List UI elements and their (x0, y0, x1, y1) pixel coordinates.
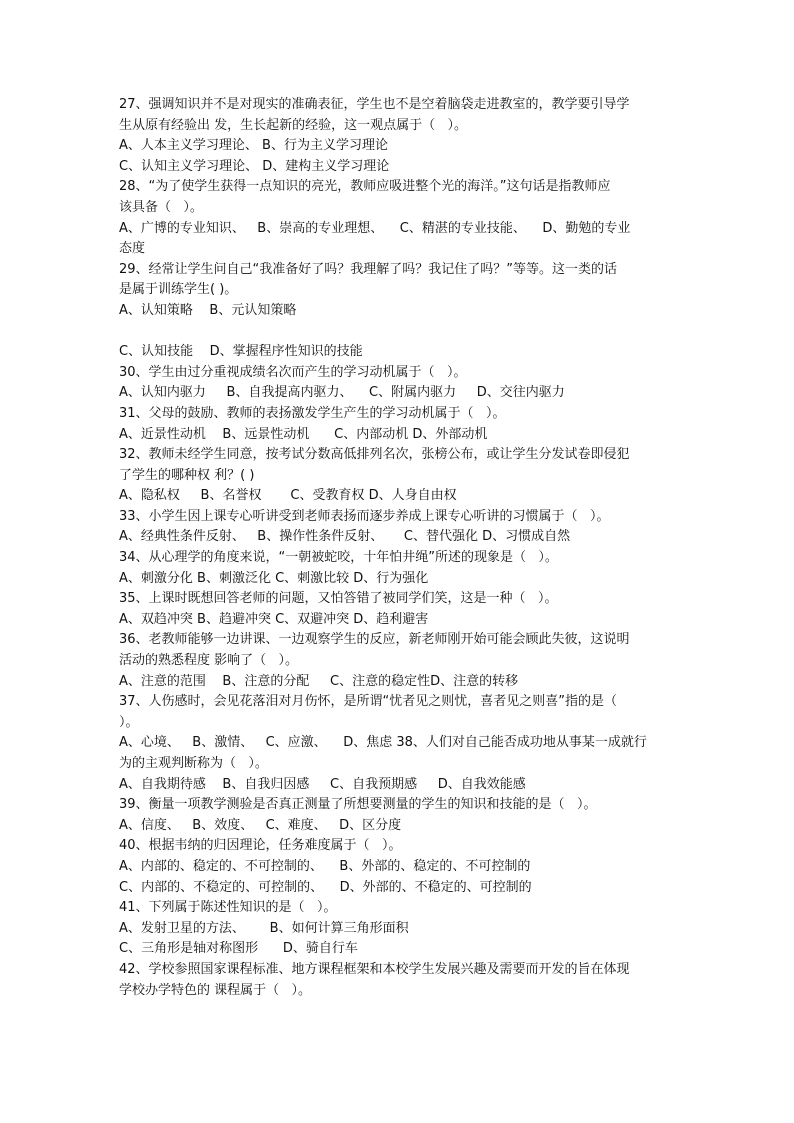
q36-stem-line1: 36、老教师能够一边讲课、一边观察学生的反应，新老师刚开始可能会顾此失彼，这说明 (119, 632, 630, 648)
q41-options-ab: A、发射卫星的方法、 B、如何计算三角形面积 (119, 920, 409, 936)
q41-options-cd: C、三角形是轴对称图形 D、骑自行车 (119, 941, 358, 957)
q35-options: A、双趋冲突 B、趋避冲突 C、双避冲突 D、趋利避害 (119, 611, 429, 627)
q33-options: A、经典性条件反射、 B、操作性条件反射、 C、替代强化 D、习惯成自然 (119, 529, 571, 545)
q34-options: A、刺激分化 B、刺激泛化 C、刺激比较 D、行为强化 (119, 570, 429, 586)
q27-stem-line1: 27、强调知识并不是对现实的准确表征，学生也不是空着脑袋走进教室的，教学要引导学 (119, 97, 630, 112)
q38-options: A、自我期待感 B、自我归因感 C、自我预期感 D、自我效能感 (119, 776, 526, 792)
q32-stem-line1: 32、教师未经学生同意，按考试分数高低排列名次，张榜公布，或让学生分发试卷即侵犯 (119, 447, 630, 463)
q28-options-line1: A、广博的专业知识、 B、崇高的专业理想、 C、精湛的专业技能、 D、勤勉的专业 (119, 220, 631, 236)
q40-options-ab: A、内部的、稳定的、不可控制的、 B、外部的、稳定的、不可控制的 (119, 858, 531, 874)
q28-stem-line1: 28、“为了使学生获得一点知识的亮光，教师应吸进整个光的海洋。”这句话是指教师应 (119, 179, 611, 195)
q27-options-ab: A、人本主义学习理论、 B、行为主义学习理论 (119, 138, 388, 154)
q40-stem: 40、根据韦纳的归因理论，任务难度属于（ ）。 (119, 838, 402, 854)
blank-line (119, 322, 679, 343)
q30-options: A、认知内驱力 B、自我提高内驱力、 C、附属内驱力 D、交往内驱力 (119, 385, 565, 401)
q31-stem: 31、父母的鼓励、教师的表扬激发学生产生的学习动机属于（ ）。 (119, 405, 506, 421)
q32-options: A、隐私权 B、名誉权 C、受教育权 D、人身自由权 (119, 488, 457, 504)
q32-stem-line2: 了学生的哪种权 利？( ) (119, 467, 255, 483)
q35-stem: 35、上课时既想回答老师的问题，又怕答错了被同学们笑，这是一种（ ）。 (119, 591, 558, 607)
q29-options-ab: A、认知策略 B、元认知策略 (119, 302, 297, 318)
q28-stem-line2: 该具备（ ）。 (119, 199, 203, 215)
q37-stem-line1: 37、人伤感时，会见花落泪对月伤怀，是所谓“忧者见之则忧，喜者见之则喜”指的是（ (119, 694, 618, 710)
q36-options: A、注意的范围 B、注意的分配 C、注意的稳定性D、注意的转移 (119, 673, 519, 689)
q36-stem-line2: 活动的熟悉程度 影响了（ ）。 (119, 653, 299, 669)
q38-stem-line2: 为的主观判断称为（ ）。 (119, 756, 268, 771)
document-page (119, 95, 679, 1001)
q29-options-cd: C、认知技能 D、掌握程序性知识的技能 (119, 344, 363, 360)
q29-stem-line1: 29、经常让学生问自己“我准备好了吗？我理解了吗？我记住了吗？”等等。这一类的话 (119, 261, 618, 277)
q33-stem: 33、小学生因上课专心听讲受到老师表扬而逐步养成上课专心听讲的习惯属于（ ）。 (119, 508, 610, 524)
q42-stem-line2: 学校办学特色的 课程属于（ ）。 (119, 982, 312, 998)
q28-options-line2: 态度 (119, 241, 146, 257)
q30-stem: 30、学生由过分重视成绩名次而产生的学习动机属于（ ）。 (119, 364, 467, 380)
q39-options: A、信度、 B、效度、 C、难度、 D、区分度 (119, 817, 402, 833)
q37-stem-line2: ）。 (119, 714, 139, 730)
q37-options-q38-stem: A、心境、 B、激情、 C、应激、 D、焦虑 38、人们对自己能否成功地从事某一成就行 (119, 735, 647, 751)
q40-options-cd: C、内部的、不稳定的、可控制的、 D、外部的、不稳定的、可控制的 (119, 879, 532, 895)
q42-stem-line1: 42、学校参照国家课程标准、地方课程框架和本校学生发展兴趣及需要而开发的旨在体现 (119, 961, 630, 977)
q29-stem-line2: 是属于训练学生( )。 (119, 282, 238, 298)
q41-stem: 41、下列属于陈述性知识的是（ ）。 (119, 900, 337, 916)
q27-stem-line2: 生从原有经验出 发，生长起新的经验，这一观点属于（ ）。 (119, 117, 468, 133)
q31-options: A、近景性动机 B、远景性动机 C、内部动机 D、外部动机 (119, 426, 488, 442)
q39-stem: 39、衡量一项教学测验是否真正测量了所想要测量的学生的知识和技能的是（ ）。 (119, 797, 597, 813)
q27-options-cd: C、认知主义学习理论、 D、建构主义学习理论 (119, 158, 390, 174)
q34-stem: 34、从心理学的角度来说，“一朝被蛇咬，十年怕井绳”所述的现象是（ ）。 (119, 550, 558, 566)
